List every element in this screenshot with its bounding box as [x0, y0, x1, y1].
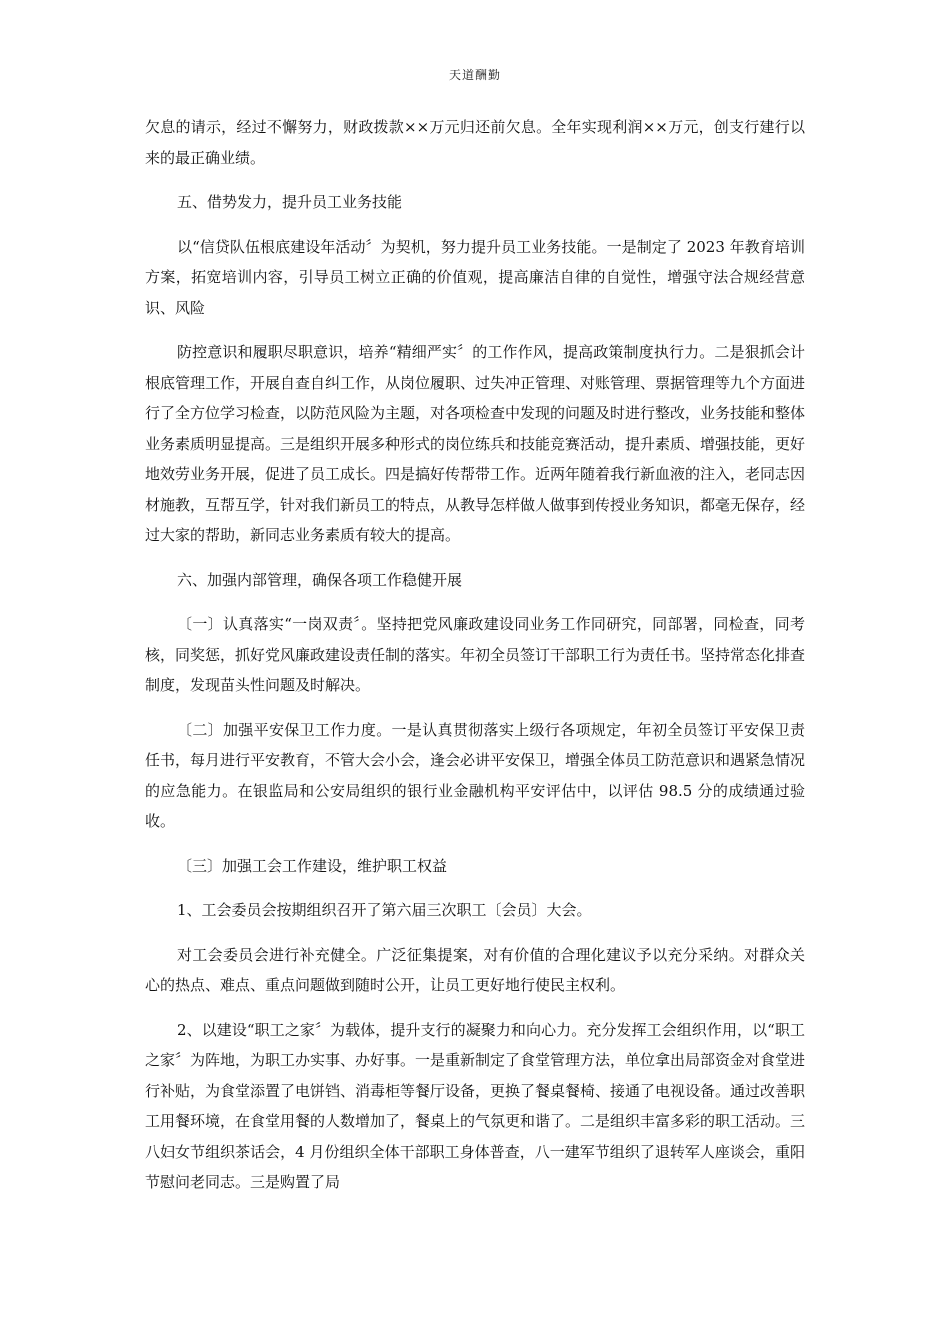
paragraph-union-committee: 对工会委员会进行补充健全。广泛征集提案，对有价值的合理化建议予以充分采纳。对群众关心的热点、难点、重点问题做到随时公开，让员工更好地行使民主权利。: [145, 945, 805, 994]
subsection-heading-union: 〔三〕加强工会工作建设，维护职工权益: [177, 856, 448, 875]
paragraph-security: 〔二〕加强平安保卫工作力度。一是认真贯彻落实上级行各项规定，年初全员签订平安保卫责任书，每月进行平安教育，不管大会小会，逢会必讲平安保卫，增强全体员工防范意识和遇紧急情况的应急能力。在银监局和公安局组织的银行业金融机构平安评估中，以评估 98.5 分的成绩通过验收。: [145, 720, 806, 830]
document-body: [145, 112, 805, 1212]
paragraph-one-post-two-duties: 〔一〕认真落实“一岗双责〞。坚持把党风廉政建设同业务工作同研究，同部署，同检查，同考核，同奖惩，抓好党风廉政建设责任制的落实。年初全员签订干部职工行为责任书。坚持常态化排查制度，发现苗头性问题及时解决。: [145, 615, 806, 694]
paragraph-continuation: 欠息的请示，经过不懈努力，财政拨款××万元归还前欠息。全年实现利润××万元，创支行建行以来的最正确业绩。: [145, 118, 805, 167]
page-header: 天道酬勤: [448, 68, 501, 82]
paragraph-training-2: 防控意识和履职尽职意识，培养“精细严实〞的工作作风，提高政策制度执行力。二是狠抓会计根底管理工作，开展自查自纠工作，从岗位履职、过失冲正管理、对账管理、票据管理等九个方面进行了全方位学习检查，以防范风险为主题，对各项检查中发现的问题及时进行整改，业务技能和整体业务素质明显提高。三是组织开展多种形式的岗位练兵和技能竞赛活动，提升素质、增强技能，更好地效劳业务开展，促进了员工成长。四是搞好传帮带工作。近两年随着我行新血液的注入，老同志因材施教，互帮互学，针对我们新员工的特点，从教导怎样做人做事到传授业务知识，都毫无保存，经过大家的帮助，新同志业务素质有较大的提高。: [145, 343, 806, 544]
paragraph-union-meeting: 1、工会委员会按期组织召开了第六届三次职工〔会员〕大会。: [177, 901, 592, 919]
section-heading-6: 六、加强内部管理，确保各项工作稳健开展: [177, 570, 463, 589]
paragraph-training-1: 以“信贷队伍根底建设年活动〞为契机，努力提升员工业务技能。一是制定了 2023 年教育培训方案，拓宽培训内容，引导员工树立正确的价值观，提高廉洁自律的自觉性，增强守法合规经营意识、风险: [145, 237, 805, 317]
paragraph-workers-home: 2、以建设“职工之家〞为载体，提升支行的凝聚力和向心力。充分发挥工会组织作用，以“职工之家〞为阵地，为职工办实事、办好事。一是重新制定了食堂管理方法，单位拿出局部资金对食堂进行补贴，为食堂添置了电饼铛、消毒柜等餐厅设备，更换了餐桌餐椅、接通了电视设备。通过改善职工用餐环境，在食堂用餐的人数增加了，餐桌上的气氛更和谐了。二是组织丰富多彩的职工活动。三八妇女节组织茶话会，4 月份组织全体干部职工身体普查，八一建军节组织了退转军人座谈会，重阳节慰问老同志。三是购置了局: [145, 1020, 806, 1191]
section-heading-5: 五、借势发力，提升员工业务技能: [177, 193, 403, 211]
